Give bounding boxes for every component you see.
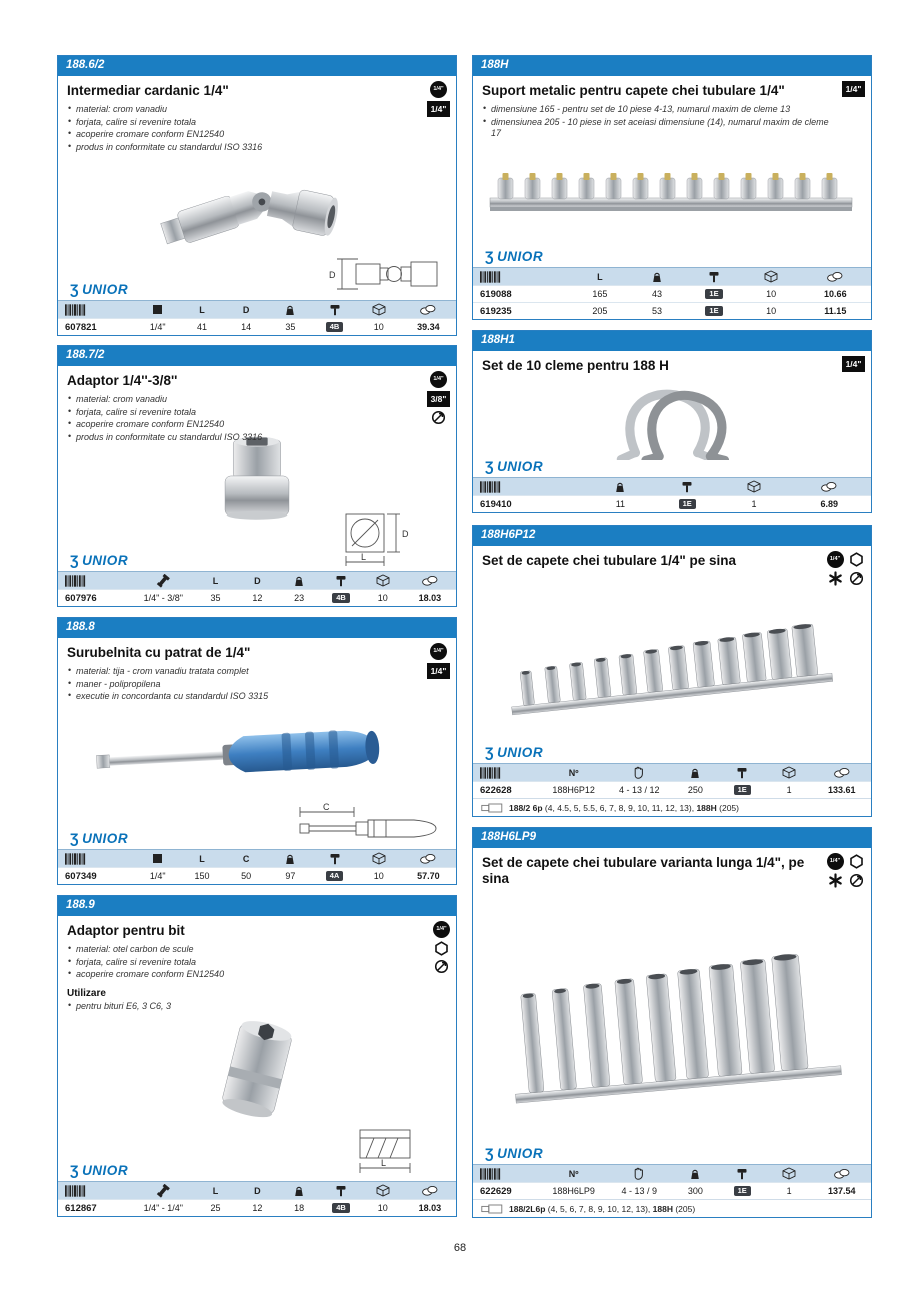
drive-size-label: 1/4" (433, 376, 444, 383)
product-table (473, 477, 871, 512)
card-code: 188H1 (473, 331, 871, 351)
weight-icon (651, 271, 663, 283)
hex-icon (434, 941, 449, 956)
card-code: 188.9 (58, 896, 456, 916)
drive-size-label: 1/4" (829, 858, 841, 865)
drive-size-icon (430, 371, 447, 388)
weight-cell: 11 (615, 499, 626, 509)
dimension-label: L (381, 1158, 387, 1168)
weight-cell: 97 (285, 871, 296, 881)
packaging-icon (335, 1185, 347, 1197)
set-code-cell: 188H6P12 (552, 785, 595, 795)
drive-size-label: 1/4" (433, 86, 444, 93)
note-text: 188/2L6p (4, 5, 6, 7, 8, 9, 10, 12, 13), 188H (205) (509, 1203, 696, 1214)
unior-logo (485, 744, 543, 760)
unior-logo-glyph: Ʒ (70, 281, 80, 297)
box-quantity-icon (747, 480, 761, 493)
unior-logo (485, 248, 543, 264)
barcode-icon (480, 767, 501, 779)
drive-size-label: 1/4" (433, 648, 444, 655)
product-table (473, 1164, 871, 1217)
dim-L-cell: 41 (196, 322, 207, 332)
rotation-icon (431, 410, 446, 425)
weight-icon (284, 853, 296, 865)
badge-stack (427, 643, 450, 679)
weight-cell: 43 (651, 289, 662, 299)
dim-D-cell: 12 (252, 593, 263, 603)
unior-logo (70, 552, 128, 568)
weight-icon (284, 304, 296, 316)
box-quantity-icon (782, 766, 796, 779)
usage-subheading: Utilizare (67, 988, 106, 1000)
price-coins-icon (834, 1168, 850, 1179)
square-drive-icon (153, 854, 162, 863)
price-cell: 57.70 (417, 871, 440, 881)
dim-D-cell: 14 (241, 322, 252, 332)
price-coins-icon (821, 481, 837, 492)
packaging-icon (335, 575, 347, 587)
barcode-icon (65, 575, 86, 587)
square-size-badge: 1/4" (842, 81, 865, 97)
technical-drawing (316, 510, 444, 568)
unior-logo-text: UNIOR (497, 459, 544, 474)
price-cell: 11.15 (824, 306, 847, 316)
usage-list (67, 1001, 447, 1014)
feature-item: • dimensiune 165 - pentru set de 10 piese 4-13, numarul maxim de cleme 13 (482, 104, 832, 116)
box-quantity-icon (376, 574, 390, 587)
adapter-joint-icon (156, 1184, 170, 1198)
weight-icon (614, 481, 626, 493)
drive-size-cell: 1/4" - 3/8" (143, 593, 183, 603)
dim-C-cell: 50 (241, 871, 252, 881)
barcode-icon (65, 304, 86, 316)
qty-cell: 10 (373, 322, 384, 332)
drive-size-cell: 1/4" (149, 871, 166, 881)
col-header: D (254, 575, 261, 586)
dim-L-cell: 165 (592, 289, 608, 299)
product-card-188H6LP9 (472, 827, 872, 1218)
price-coins-icon (420, 304, 436, 315)
product-table (473, 763, 871, 816)
card-code: 188.6/2 (58, 56, 456, 76)
packaging-icon (708, 271, 720, 283)
article-number: 622629 (480, 1185, 512, 1197)
badge-grid (826, 551, 865, 586)
product-card-188H1 (472, 330, 872, 513)
article-number: 607821 (65, 321, 97, 333)
sizes-range-cell: 4 - 13 / 9 (621, 1186, 657, 1196)
hex-icon (849, 854, 864, 869)
dim-L-cell: 150 (194, 871, 210, 881)
table-header (58, 301, 456, 318)
product-image-clips (482, 379, 862, 458)
weight-icon (293, 1185, 305, 1197)
product-title: Set de capete chei tubulare 1/4" pe sina (482, 552, 736, 568)
pack-code-badge: 4B (332, 593, 350, 604)
drive-size-cell: 1/4" (149, 322, 166, 332)
product-table (58, 1181, 456, 1216)
col-header: Nº (568, 767, 579, 778)
col-header: L (212, 575, 219, 586)
square-size-badge: 1/4" (427, 663, 450, 679)
product-card-188H (472, 55, 872, 320)
unior-logo-text: UNIOR (497, 1146, 544, 1161)
hand-sizes-icon (633, 766, 645, 779)
weight-icon (689, 1168, 701, 1180)
drive-size-icon (433, 921, 450, 938)
pack-code-badge: 4A (326, 871, 344, 882)
dimension-label: L (361, 552, 367, 562)
weight-cell: 250 (687, 785, 703, 795)
product-table (58, 849, 456, 884)
product-image-socket-rail (482, 141, 862, 248)
feature-item: • maner - polipropilena (67, 679, 417, 691)
product-title: Adaptor pentru bit (67, 922, 185, 938)
unior-logo-text: UNIOR (82, 553, 129, 568)
qty-cell: 10 (373, 871, 384, 881)
product-card-188-9 (57, 895, 457, 1217)
pack-code-badge: 1E (705, 306, 722, 317)
table-row (58, 589, 456, 606)
feature-item: • produs in conformitate cu standardul ISO 3316 (67, 142, 417, 154)
unior-logo-glyph: Ʒ (70, 830, 80, 846)
badge-stack (842, 356, 865, 372)
col-header: L (199, 853, 205, 864)
price-coins-icon (422, 575, 438, 586)
unior-logo (70, 830, 128, 846)
article-number: 619088 (480, 288, 512, 300)
drive-size-label: 1/4" (829, 556, 841, 563)
col-header: L (597, 271, 603, 282)
product-card-188H6P12 (472, 525, 872, 817)
article-number: 607349 (65, 870, 97, 882)
set-contents-note (473, 1199, 871, 1217)
product-image-bit-adapter (67, 1014, 447, 1124)
table-row (473, 781, 871, 798)
product-card-188-7-2 (57, 345, 457, 607)
col-header: C (242, 853, 250, 864)
drive-size-icon (430, 643, 447, 660)
drive-size-icon (827, 551, 844, 568)
article-number: 622628 (480, 784, 512, 796)
packaging-icon (329, 853, 341, 865)
unior-logo (70, 1162, 128, 1178)
weight-cell: 300 (687, 1186, 703, 1196)
product-title: Suport metalic pentru capete chei tubulare 1/4" (482, 82, 785, 98)
card-code: 188H6P12 (473, 526, 871, 546)
product-card-188-6-2 (57, 55, 457, 336)
price-coins-icon (420, 853, 436, 864)
unior-logo-glyph: Ʒ (70, 1162, 80, 1178)
card-code: 188H (473, 56, 871, 76)
feature-item: • material: tija - crom vanadiu tratata complet (67, 666, 417, 678)
card-code: 188H6LP9 (473, 828, 871, 848)
table-header (58, 572, 456, 589)
article-number: 619235 (480, 305, 512, 317)
unior-logo-glyph: Ʒ (70, 552, 80, 568)
col-header: L (212, 1185, 219, 1196)
product-image-long-socket-set (482, 892, 862, 1145)
product-title: Set de capete chei tubulare varianta lunga 1/4", pe sina (482, 854, 805, 886)
qty-cell: 1 (751, 499, 757, 509)
table-row (473, 302, 871, 319)
weight-icon (293, 575, 305, 587)
feature-item: • acoperire cromare conform EN12540 (67, 129, 417, 141)
dimension-label: C (323, 802, 330, 812)
table-row (473, 1182, 871, 1199)
box-quantity-icon (376, 1184, 390, 1197)
article-number: 612867 (65, 1202, 97, 1214)
packaging-icon (681, 481, 693, 493)
card-code: 188.8 (58, 618, 456, 638)
price-cell: 137.54 (827, 1186, 856, 1196)
weight-cell: 18 (294, 1203, 305, 1213)
unior-logo (485, 1145, 543, 1161)
drive-size-label: 1/4" (436, 926, 447, 933)
feature-item: • produs in conformitate cu standardul ISO 3316 (67, 432, 417, 444)
feature-item: • acoperire cromare conform EN12540 (67, 969, 417, 981)
feature-item: • acoperire cromare conform EN12540 (67, 419, 417, 431)
col-header: Nº (568, 1168, 579, 1179)
price-cell: 6.89 (820, 499, 838, 509)
price-cell: 133.61 (827, 785, 856, 795)
spline-star-icon (828, 873, 843, 888)
dim-L-cell: 25 (210, 1203, 221, 1213)
hand-sizes-icon (633, 1167, 645, 1180)
article-number: 619410 (480, 498, 512, 510)
product-title: Adaptor 1/4''-3/8'' (67, 372, 178, 388)
barcode-icon (480, 481, 501, 493)
table-row (58, 318, 456, 335)
feature-list (482, 104, 862, 142)
table-header (473, 268, 871, 285)
feature-item: • executie in concordanta cu standardul ISO 3315 (67, 691, 417, 703)
qty-cell: 1 (786, 785, 792, 795)
feature-list (67, 394, 447, 446)
pack-code-badge: 4B (326, 322, 344, 333)
table-row (473, 495, 871, 512)
unior-logo-glyph: Ʒ (485, 744, 495, 760)
drive-size-cell: 1/4" - 1/4" (143, 1203, 183, 1213)
box-quantity-icon (372, 303, 386, 316)
dim-L-cell: 205 (592, 306, 608, 316)
pack-code-badge: 4B (332, 1203, 350, 1214)
barcode-icon (480, 1168, 501, 1180)
unior-logo-text: UNIOR (497, 745, 544, 760)
product-image-universal-joint (67, 155, 447, 251)
price-coins-icon (827, 271, 843, 282)
table-header (58, 850, 456, 867)
sizes-range-cell: 4 - 13 / 12 (618, 785, 660, 795)
badge-stack (433, 921, 450, 974)
rotation-icon (434, 959, 449, 974)
packaging-icon (736, 767, 748, 779)
weight-cell: 35 (285, 322, 296, 332)
table-row (473, 285, 871, 302)
badge-stack (427, 371, 450, 425)
badge-grid (826, 853, 865, 888)
unior-logo-glyph: Ʒ (485, 458, 495, 474)
unior-logo (70, 281, 128, 297)
feature-list (67, 944, 447, 983)
unior-logo-text: UNIOR (497, 249, 544, 264)
square-size-badge: 1/4" (427, 101, 450, 117)
feature-item: • material: crom vanadiu (67, 104, 417, 116)
dim-D-cell: 12 (252, 1203, 263, 1213)
pack-code-badge: 1E (705, 289, 722, 300)
technical-drawing (326, 1124, 444, 1178)
feature-item: • forjata, calire si revenire totala (67, 117, 417, 129)
dim-L-cell: 35 (210, 593, 221, 603)
table-row (58, 1199, 456, 1216)
socket-range-icon (481, 1204, 503, 1214)
barcode-icon (480, 271, 501, 283)
table-row (58, 867, 456, 884)
square-size-badge: 1/4" (842, 356, 865, 372)
square-size-badge: 3/8" (427, 391, 450, 407)
box-quantity-icon (764, 270, 778, 283)
adapter-joint-icon (156, 574, 170, 588)
unior-logo-text: UNIOR (82, 1163, 129, 1178)
note-text: 188/2 6p (4, 4.5, 5, 5.5, 6, 7, 8, 9, 10, 11, 12, 13), 188H (205) (509, 802, 739, 813)
product-table (58, 300, 456, 335)
box-quantity-icon (782, 1167, 796, 1180)
weight-cell: 23 (294, 593, 305, 603)
dimension-label: D (329, 270, 336, 280)
drive-size-icon (430, 81, 447, 98)
table-header (473, 1165, 871, 1182)
feature-item: • material: otel carbon de scule (67, 944, 417, 956)
table-header (473, 764, 871, 781)
product-table (473, 267, 871, 319)
drive-size-icon (827, 853, 844, 870)
page-number: 68 (453, 1242, 467, 1254)
price-coins-icon (834, 767, 850, 778)
unior-logo-text: UNIOR (82, 282, 129, 297)
qty-cell: 10 (377, 1203, 388, 1213)
product-title: Set de 10 cleme pentru 188 H (482, 357, 669, 373)
dimension-label: D (402, 529, 409, 539)
table-header (58, 1182, 456, 1199)
set-code-cell: 188H6LP9 (552, 1186, 595, 1196)
unior-logo (485, 458, 543, 474)
feature-list (67, 104, 447, 156)
price-cell: 10.66 (824, 289, 847, 299)
unior-logo-glyph: Ʒ (485, 1145, 495, 1161)
technical-drawing (326, 251, 444, 297)
rotation-icon (849, 571, 864, 586)
feature-item: • dimensiunea 205 - 10 piese in set aceiasi dimensiune (14), numarul maxim de cleme 17 (482, 117, 832, 141)
card-code: 188.7/2 (58, 346, 456, 366)
feature-list (67, 666, 447, 705)
badge-stack (427, 81, 450, 117)
col-header: D (254, 1185, 261, 1196)
qty-cell: 10 (766, 289, 777, 299)
pack-code-badge: 1E (679, 499, 696, 510)
technical-drawing (294, 802, 444, 846)
product-image-socket-set (482, 574, 862, 744)
socket-range-icon (481, 803, 503, 813)
box-quantity-icon (372, 852, 386, 865)
unior-logo-glyph: Ʒ (485, 248, 495, 264)
product-card-188-8 (57, 617, 457, 885)
weight-icon (689, 767, 701, 779)
product-table (58, 571, 456, 606)
pack-code-badge: 1E (734, 785, 751, 796)
table-header (473, 478, 871, 495)
packaging-icon (736, 1168, 748, 1180)
qty-cell: 1 (786, 1186, 792, 1196)
badge-stack (842, 81, 865, 97)
qty-cell: 10 (377, 593, 388, 603)
spline-star-icon (828, 571, 843, 586)
barcode-icon (65, 853, 86, 865)
price-cell: 18.03 (418, 593, 442, 603)
col-header: D (242, 304, 250, 315)
unior-logo-text: UNIOR (82, 831, 129, 846)
col-header: L (199, 304, 205, 315)
usage-item: • pentru bituri E6, 3 C6, 3 (67, 1001, 417, 1013)
qty-cell: 10 (766, 306, 777, 316)
price-cell: 39.34 (417, 322, 440, 332)
hex-icon (849, 552, 864, 567)
price-coins-icon (422, 1185, 438, 1196)
feature-item: • material: crom vanadiu (67, 394, 417, 406)
packaging-icon (329, 304, 341, 316)
rotation-icon (849, 873, 864, 888)
weight-cell: 53 (651, 306, 662, 316)
product-image-screwdriver (67, 704, 447, 802)
price-cell: 18.03 (418, 1203, 442, 1213)
square-drive-icon (153, 305, 162, 314)
pack-code-badge: 1E (734, 1186, 751, 1197)
product-title: Surubelnita cu patrat de 1/4" (67, 644, 251, 660)
set-contents-note (473, 798, 871, 816)
article-number: 607976 (65, 592, 97, 604)
product-title: Intermediar cardanic 1/4" (67, 82, 229, 98)
feature-item: • forjata, calire si revenire totala (67, 957, 417, 969)
feature-item: • forjata, calire si revenire totala (67, 407, 417, 419)
product-image-adapter (67, 445, 447, 510)
barcode-icon (65, 1185, 86, 1197)
